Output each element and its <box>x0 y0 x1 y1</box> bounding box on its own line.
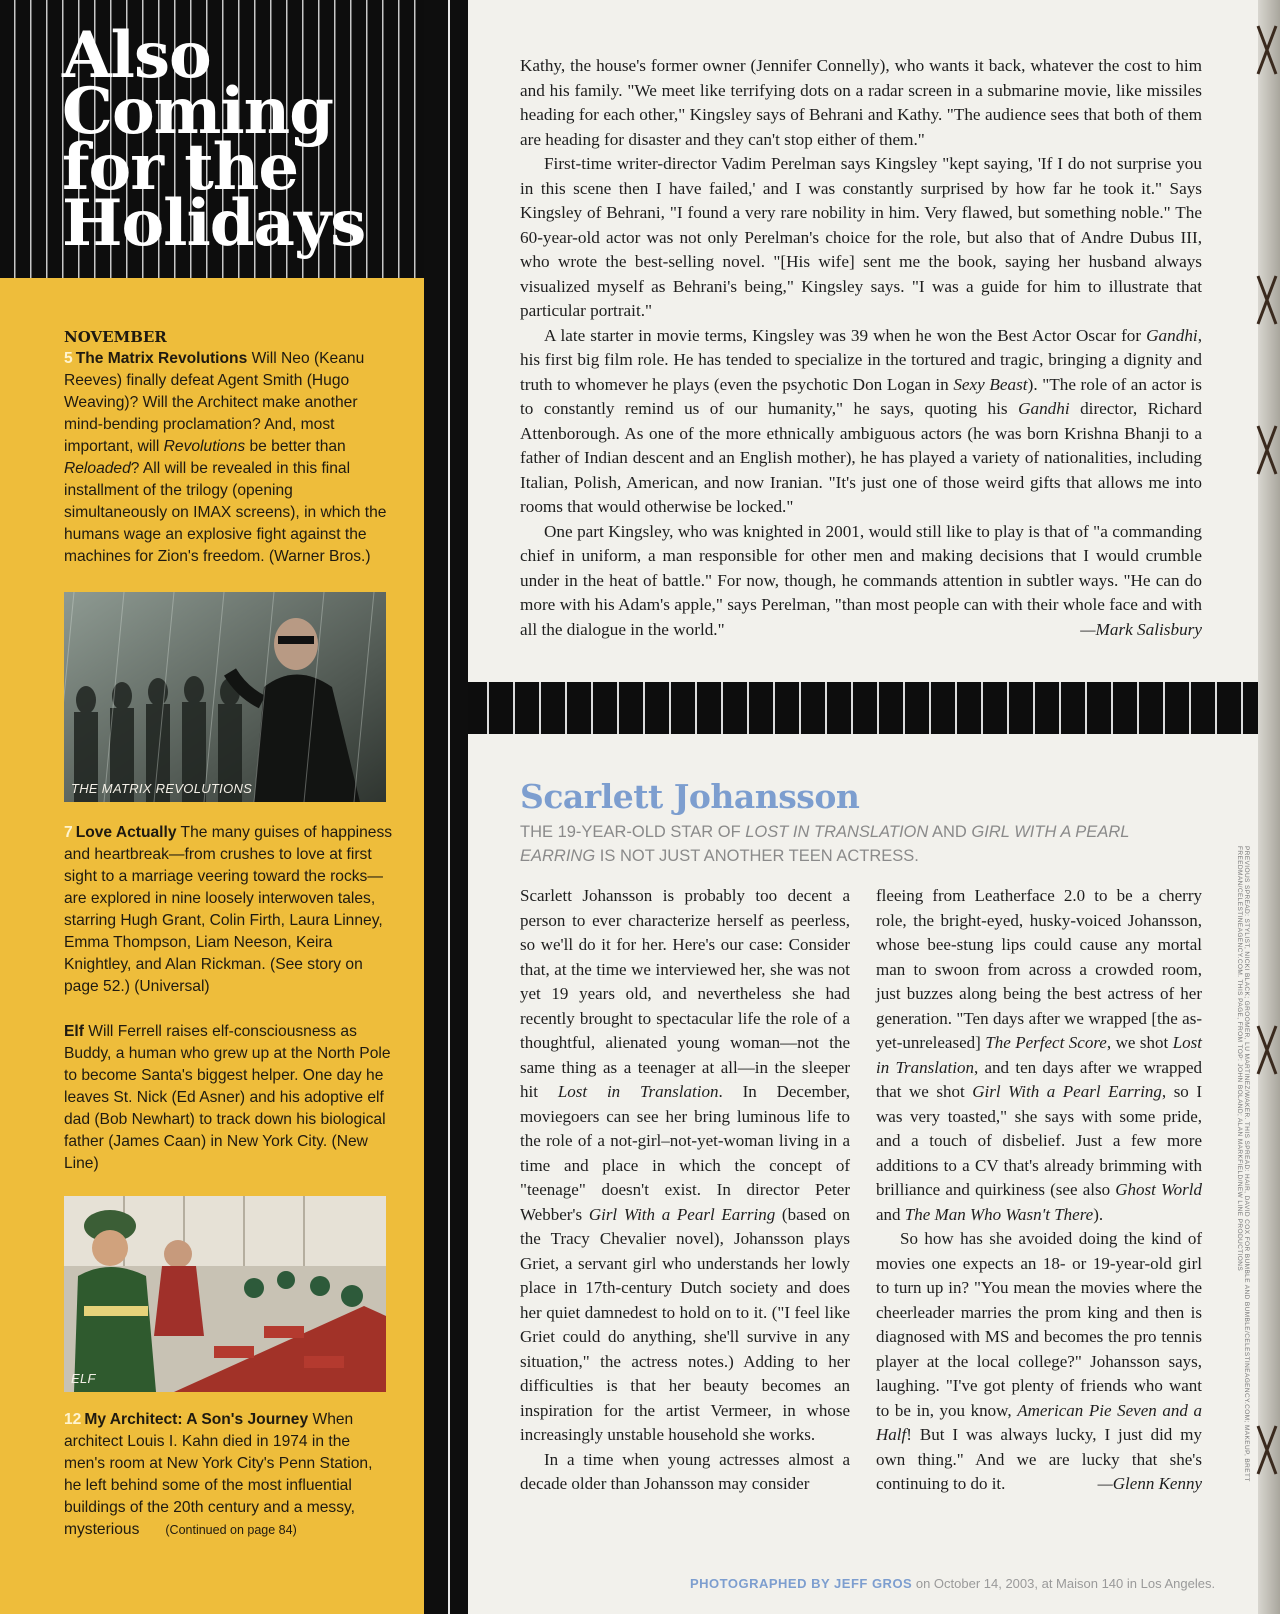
photographer-name: PHOTOGRAPHED BY JEFF GROS <box>690 1576 913 1591</box>
binding-stitch-icon <box>1254 420 1280 480</box>
article-paragraph <box>876 1227 1202 1497</box>
article-text: Scarlett Johansson is probably too decent a person to ever characterize herself as peerless, so we'll do it for her. Here's our case: Consider that, at the time we interviewed her, she was not yet 19 years old, and nevertheless she had recently brought to spectacular life the role of a thoughtful, alienated young woman—not the same thing as a teenager at all—in the sleeper hit <box>520 886 850 1101</box>
sidebar-header <box>0 0 424 278</box>
matrix-photo-image <box>64 592 386 802</box>
article-italic: Girl With a Pearl Earring <box>588 1204 776 1224</box>
listing-date: 12 <box>64 1411 82 1428</box>
deck-text: AND <box>928 823 972 841</box>
listing-elf <box>64 1021 394 1175</box>
article-italic: American Pie Seven and a Half <box>876 1400 1202 1444</box>
photo-caption: ELF <box>71 1371 96 1386</box>
listing-matrix <box>64 348 394 568</box>
article-headline: Scarlett Johansson <box>520 777 860 816</box>
article-paragraph: First-time writer-director Vadim Perelman says Kingsley "kept saying, 'If I do not surprise you in this scene then I have failed,' and I was constantly surprised by how far he took it." Says Kingsley of Behrani, "I found a very rare nobility in him. Very flawed, but something noble." The 60-year-old actor was not only Perelman's choice for the role, but also that of Andre Dubus III, who wrote the best-selling novel. "[His wife] sent me the book, saying her husband always visualized myself as Behrani's being," Kingsley says. "I was a guide for him to illustrate that particular portrait." <box>520 154 1202 320</box>
article-italic: Girl With a Pearl Earring <box>972 1082 1162 1101</box>
article-paragraph: In a time when young actresses almost a decade older than Johansson may consider <box>520 1449 850 1493</box>
article-text: director, Richard Attenborough. As one of the more ethnically ambiguous actors (he was born Krishna Bhanji to a father of Indian descent and an English mother), he has played a variety of nationalities, including Italian, Polish, American, and now Iranian. "It's just one of those weird gifts that allows me into rooms that would otherwise be locked." <box>520 399 1202 516</box>
article-text: A late starter in movie terms, Kingsley was 39 when he won the Best Actor Oscar for <box>544 325 1147 345</box>
article-text: ). "The role of an actor is to constantly remind us of our humanity," he says, quoting his <box>520 374 1202 418</box>
binding-stitch-icon <box>1254 20 1280 80</box>
article-text: , we shot <box>1106 1033 1173 1052</box>
article-italic: Sexy Beast <box>953 374 1028 394</box>
listing-title: Love Actually <box>75 824 177 841</box>
listing-text: Will Ferrell raises elf-consciousness as Buddy, a human who grew up at the North Pole to become Santa's biggest helper. One day he leaves St. Nick (Ed Asner) and his adoptive elf dad (Bob Newhart) to track down his biological father (James Caan) in New York City. (New Line) <box>64 1023 391 1172</box>
article-paragraph <box>520 884 850 1448</box>
article-column-left <box>520 884 850 1497</box>
listing-text: ? All will be revealed in this final installment of the trilogy (opening simultaneously on IMAX screens), in which the humans wage an explosive fight against the machines for Zion's freedom. (Warner Bros.) <box>64 460 387 565</box>
article-italic: Lost in Translation <box>876 1033 1202 1077</box>
continued-note: (Continued on page 84) <box>165 1523 297 1537</box>
article-italic: The Man Who Wasn't There <box>904 1204 1094 1224</box>
article-text: fleeing from Leatherface 2.0 to be a cherry role, the bright-eyed, husky-voiced Johansson, whose bee-stung lips could cause any mortal man to swoon from across a crowded room, just buzzes along being the best actress of her generation. "Ten days after we wrapped [the as-yet-unreleased] <box>876 886 1202 1052</box>
matrix-photo <box>64 592 386 802</box>
article-paragraph: Kathy, the house's former owner (Jennifer Connelly), who wants it back, whatever the cost to him and his family. "We meet like terrifying dots on a radar screen in a submarine movie, like missiles heading for each other," Kingsley says of Behrani and Kathy. "The audience sees that both of them are heading for disaster and they can't stop either of them." <box>520 56 1202 149</box>
listing-date: 5 <box>64 350 73 367</box>
binding-stitch-icon <box>1254 1020 1280 1080</box>
elf-photo <box>64 1196 386 1392</box>
listing-title: Elf <box>64 1023 84 1040</box>
article-text: One part Kingsley, who was knighted in 2001, would still like to play is that of "a commanding chief in uniform, a man responsible for other men and making decisions that I would crumble under in the heat of battle." For now, though, he commands attention in subtler ways. "He can do more with his Adam's apple," says Perelman, "than most people can with their whole face and with all the dialogue in the world." <box>520 521 1202 639</box>
article-text: So how has she avoided doing the kind of movies one expects an 18- or 19-year-old girl to turn up in? "You mean the movies where the cheerleader marries the prom king and then is diagnosed with MS and becomes the pro tennis player at the local college?" Johansson says, laughing. "I've got plenty of friends who want to be in, you know, <box>876 1229 1202 1420</box>
month-heading: NOVEMBER <box>64 328 167 346</box>
article-text: and <box>876 1204 905 1224</box>
article-column-right <box>876 884 1202 1497</box>
deck-text: THE 19-YEAR-OLD STAR OF <box>520 823 746 841</box>
article-deck <box>520 820 1160 868</box>
binding-stitch-icon <box>1254 270 1280 330</box>
listing-love-actually <box>64 822 394 998</box>
listing-title: My Architect: A Son's Journey <box>84 1411 309 1428</box>
listing-date: 7 <box>64 824 73 841</box>
page-gutter <box>424 0 468 1614</box>
listing-text: be better than <box>245 438 346 455</box>
article-text: . In December, moviegoers can see her bring luminous life to the role of a not-girl–not-yet-woman living in a time and place in which the concept of "teenage" doesn't exist. In director Peter Webber's <box>520 1082 851 1224</box>
article-paragraph <box>520 324 1202 520</box>
article-italic: Gandhi <box>1018 399 1070 418</box>
article-italic: Ghost World <box>1115 1180 1202 1199</box>
listing-title: The Matrix Revolutions <box>75 350 248 367</box>
listing-text: The many guises of happiness and heartbreak—from crushes to love at first sight to a marriage veering toward the rocks—are explored in nine loosely interwoven tales, starring Hugh Grant, Colin Firth, Laura Linney, Emma Thompson, Liam Neeson, Keira Knightley, and Alan Rickman. (See story on page 52.) (Universal) <box>64 824 393 995</box>
article-italic: Gandhi <box>1146 325 1198 345</box>
listing-italic: Revolutions <box>163 438 246 455</box>
article-italic: Lost in Translation <box>557 1082 719 1101</box>
article-text: ! But I was always lucky, I just did my own thing." And we are lucky that she's continuing to do it. <box>876 1425 1202 1493</box>
side-credit: PREVIOUS SPREAD: STYLIST, NICKI BLACK; GROOMER, LU MARTINEZ/WAKER. THIS SPREAD: HAIR, DAVID COX FOR BUMBLE AND BUMBLE/CELESTINEAGENCY.COM; MAKEUP, BRETT FREEDMAN/CELESTINEAGENCY.COM. THIS PAGE, FROM TOP: JOHN BOLAND; ALAN MARKFIELD/NEW LINE PRODUCTIONS <box>1236 846 1250 1482</box>
gutter-line <box>448 0 450 1614</box>
article-text: (based on the Tracy Chevalier novel), Johansson plays Griet, a servant girl who understands her lowly place in 17th-century Dutch society and does her quiet damnedest to hold on to it. ("I feel like Griet could do anything, she'll survive in any situation," the actress notes.) Adding to her difficulties is that her beauty becomes an inspiration for the artist Vermeer, in whose increasingly unstable household she works. <box>520 1204 850 1444</box>
article-paragraph <box>520 520 1202 643</box>
article-text: , so I was very toasted," she says with some pride, and a touch of disbelief. Just a few more additions to a CV that's already brimming with brilliance and quirkiness (see also <box>876 1082 1202 1199</box>
section-divider <box>468 682 1258 734</box>
article-italic: The Perfect Score <box>985 1033 1107 1052</box>
byline: —Mark Salisbury <box>1080 619 1202 639</box>
listing-italic: Reloaded <box>64 460 131 477</box>
deck-italic: LOST IN TRANSLATION <box>745 823 929 841</box>
page-binding <box>1258 0 1280 1614</box>
elf-photo-image <box>64 1196 386 1392</box>
deck-text: IS NOT JUST ANOTHER TEEN ACTRESS. <box>595 847 919 865</box>
photo-caption: THE MATRIX REVOLUTIONS <box>71 781 253 796</box>
byline: —Glenn Kenny <box>1097 1474 1202 1493</box>
article-text: , his first big film role. He has tended to specialize in the tortured and tragic, bringing a dignity and truth to whomever he plays (even the psychotic Don Logan in <box>520 325 1202 394</box>
article-paragraph <box>876 884 1202 1227</box>
listing-text: Will Neo (Keanu Reeves) finally defeat Agent Smith (Hugo Weaving)? Will the Architect make another mind-bending proclamation? And, most important, will <box>64 350 365 455</box>
article-text: ). <box>1093 1204 1104 1224</box>
sidebar-title: Also Coming for the Holidays <box>62 18 366 261</box>
photo-credit-details: on October 14, 2003, at Maison 140 in Los Angeles. <box>912 1576 1216 1591</box>
kingsley-article <box>520 54 1202 642</box>
listing-text: When architect Louis I. Kahn died in 1974 in the men's room at New York City's Penn Station, he left behind some of the most influential buildings of the 20th century and a messy, mysterious <box>64 1411 373 1538</box>
deck-italic: GIRL WITH A PEARL EARRING <box>520 823 1130 865</box>
photo-credit <box>690 1576 1215 1591</box>
article-text: , and ten days after we wrapped that we shot <box>876 1057 1203 1101</box>
listing-my-architect <box>64 1409 394 1541</box>
binding-stitch-icon <box>1254 1420 1280 1480</box>
